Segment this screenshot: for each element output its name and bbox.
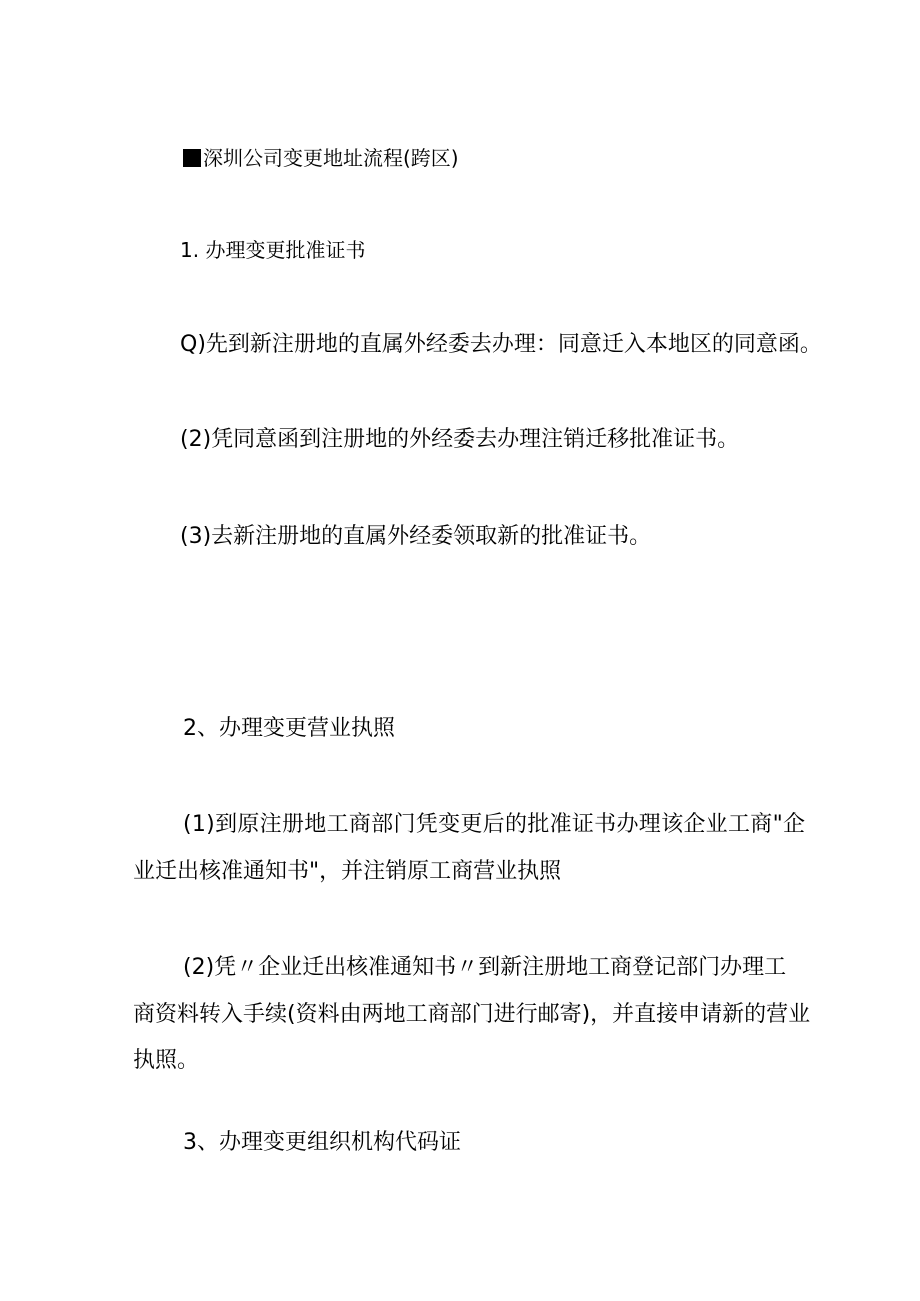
section-2-item-2-line-1: (2)凭〃企业迁出核准通知书〃到新注册地工商登记部门办理工 xyxy=(183,955,787,980)
section-1-item-2: (2)凭同意函到注册地的外经委去办理注销迁移批准证书。 xyxy=(180,427,740,452)
section-1-item-1: Q)先到新注册地的直属外经委去办理：同意迁入本地区的同意函。 xyxy=(180,332,822,357)
title-text: 深圳公司变更地址流程(跨区) xyxy=(203,146,459,170)
section-2-item-2-line-2: 商资料转入手续(资料由两地工商部门进行邮寄)，并直接申请新的营业 xyxy=(133,1002,811,1027)
section-2-item-1-line-1: (1)到原注册地工商部门凭变更后的批准证书办理该企业工商"企 xyxy=(183,812,806,837)
section-1-heading: 1. 办理变更批准证书 xyxy=(180,238,366,262)
document-title xyxy=(183,148,459,168)
section-2-heading: 2、办理变更营业执照 xyxy=(183,716,395,741)
section-2-item-1-line-2: 业迁出核准通知书"，并注销原工商营业执照 xyxy=(133,859,562,884)
section-3-heading: 3、办理变更组织机构代码证 xyxy=(183,1130,461,1155)
section-2-item-2-line-3: 执照。 xyxy=(133,1048,200,1073)
square-bullet-icon xyxy=(183,149,201,167)
section-1-item-3: (3)去新注册地的直属外经委领取新的批准证书。 xyxy=(180,524,652,549)
